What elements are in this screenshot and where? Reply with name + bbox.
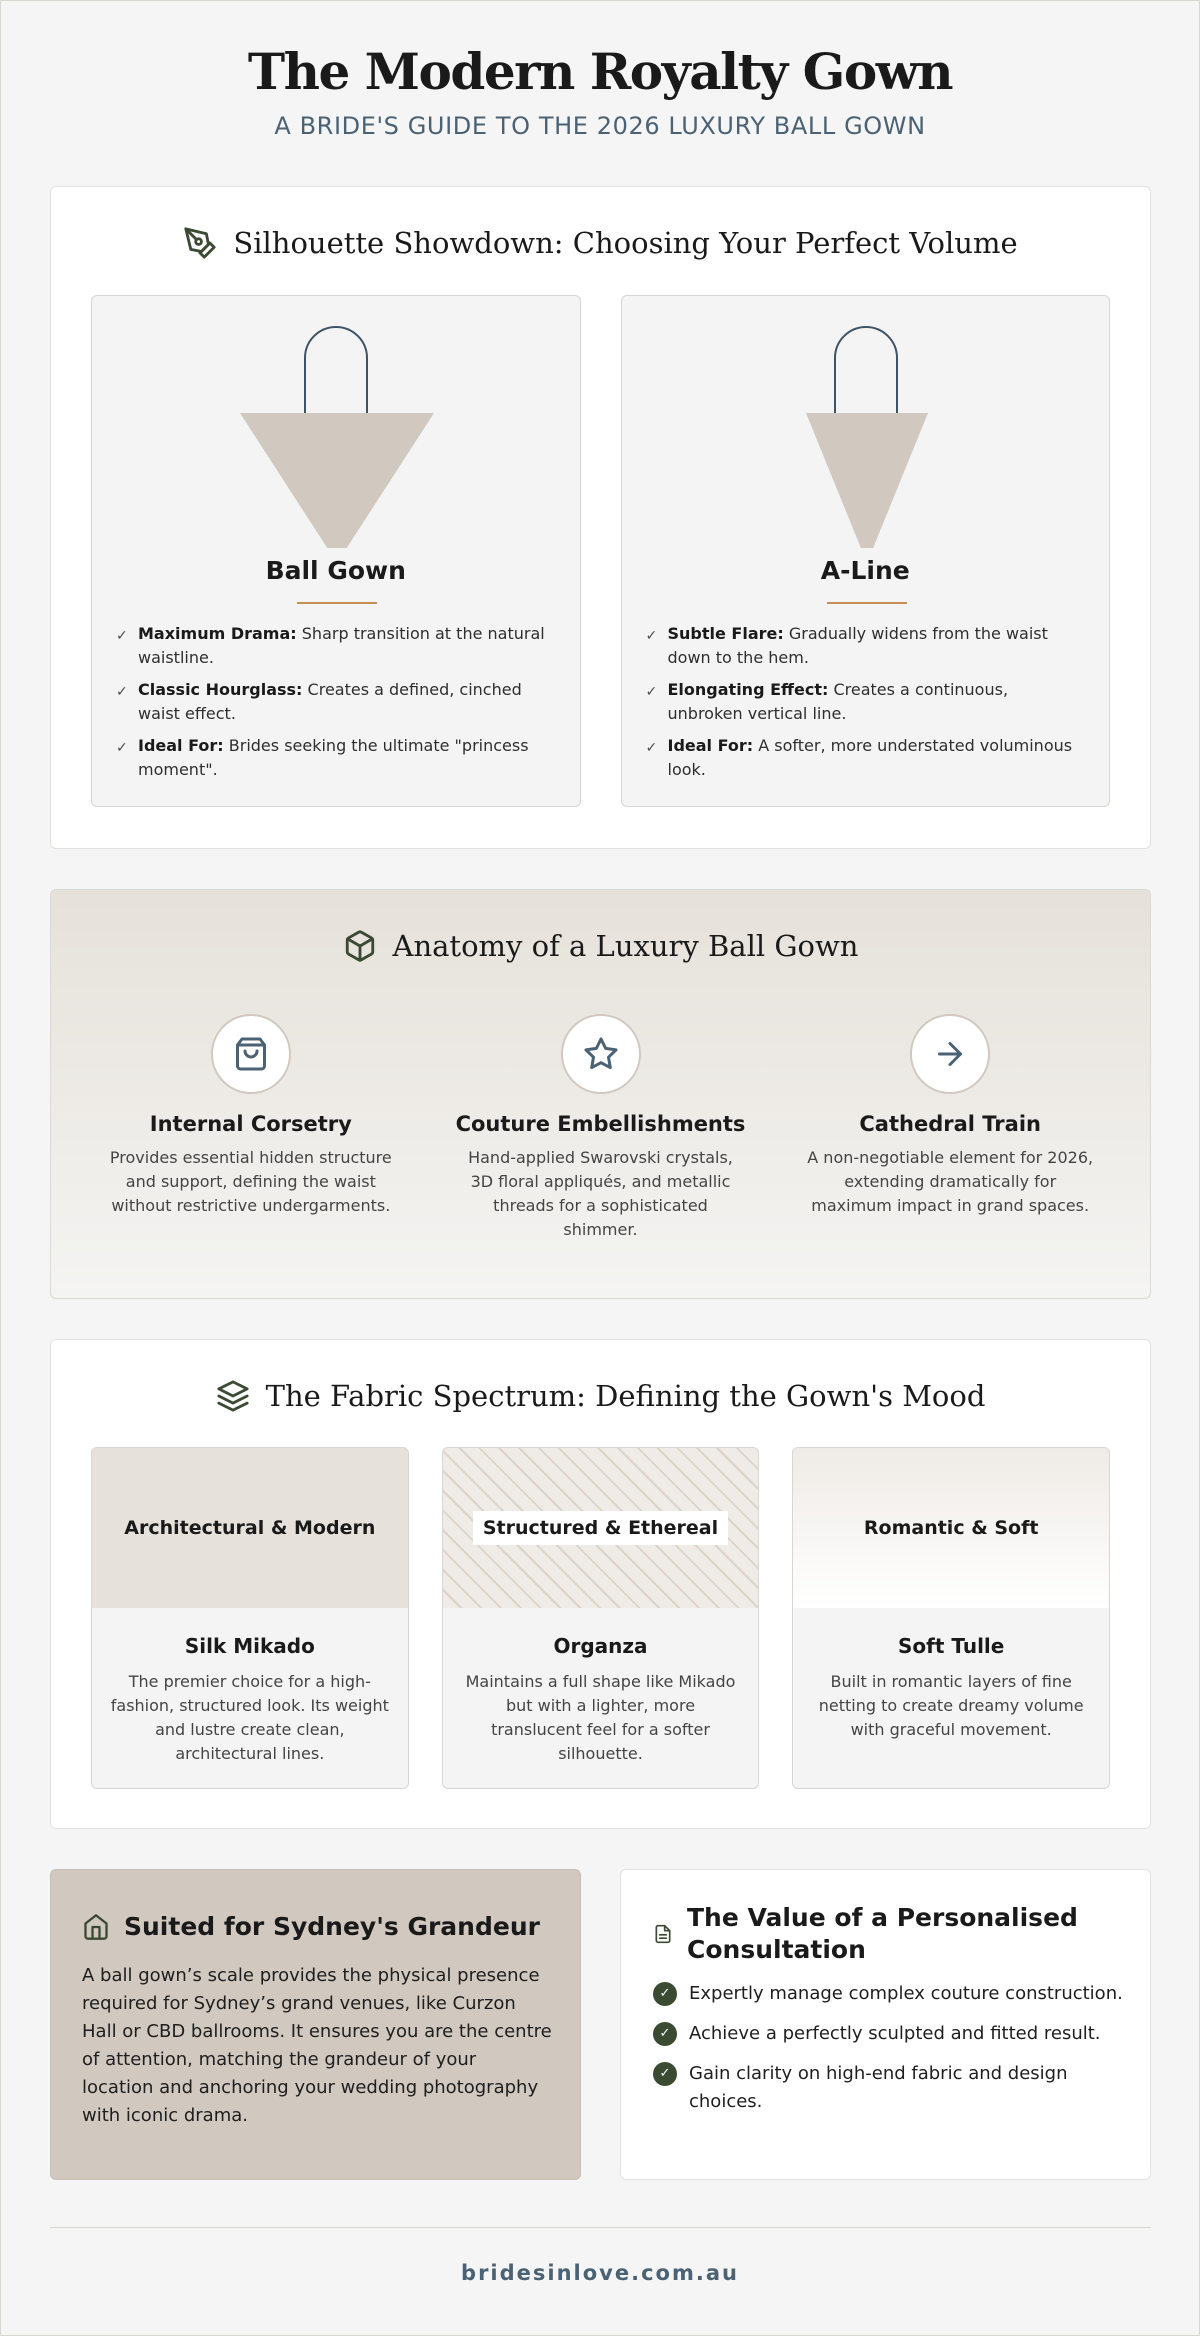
footer-divider [50,2227,1151,2228]
gold-divider [297,602,377,604]
icon-circle [910,1014,990,1094]
consultation-heading [653,1902,1130,1966]
fabric-desc: Maintains a full shape like Mikado but with a lighter, more translucent feel for a softer silhouette. [465,1672,736,1763]
fabric-card [91,1447,409,1789]
list-item: ✓ Maximum Drama: Sharp transition at the natural waistline. [116,622,556,670]
cube-icon [343,929,377,963]
fabric-swatch [793,1448,1109,1608]
list-item: ✓ Subtle Flare: Gradually widens from the waist down to the hem. [646,622,1086,670]
check-circle-icon: ✓ [653,2022,677,2046]
fabric-section [50,1339,1151,1829]
anatomy-item-desc: Hand-applied Swarovski crystals, 3D floral appliqués, and metallic threads for a sophisticated shimmer. [468,1148,733,1239]
silhouette-name: A-Line [820,556,910,585]
anatomy-item-title: Internal Corsetry [149,1112,352,1136]
check-icon: ✓ [645,740,658,756]
feature-list [116,622,556,790]
sydney-text: A ball gown’s scale provides the physical presence required for Sydney’s grand venues, like Curzon Hall or CBD ballrooms. It ensures you are the centre of attention, matching the grandeur of your location and anchoring your wedding photography with iconic drama. [82,1965,552,2126]
fabric-desc: The premier choice for a high-fashion, structured look. Its weight and lustre create clean, architectural lines. [110,1672,389,1763]
a-line-card [621,295,1111,807]
anatomy-item-title: Couture Embellishments [455,1112,746,1136]
fabric-heading [51,1378,1150,1414]
sydney-heading [82,1912,540,1941]
list-item: ✓ Classic Hourglass: Creates a defined, cinched waist effect. [116,678,556,726]
fabric-desc: Built in romantic layers of fine netting to create dreamy volume with graceful movement. [818,1672,1084,1739]
ball-gown-silhouette-icon [92,318,582,548]
silhouette-name: Ball Gown [265,556,406,585]
check-circle-icon: ✓ [653,2062,677,2086]
check-icon: ✓ [116,628,128,644]
list-item: ✓ Ideal For: A softer, more understated voluminous look. [646,734,1086,782]
check-icon: ✓ [645,628,658,644]
anatomy-heading [51,928,1150,964]
check-icon: ✓ [116,740,128,756]
fabric-mood: Structured & Ethereal [473,1511,728,1545]
silhouette-heading [51,225,1150,261]
anatomy-section [50,889,1151,1299]
anatomy-item-title: Cathedral Train [859,1112,1041,1136]
fabric-name: Organza [553,1634,648,1658]
check-circle-icon: ✓ [653,1982,677,2006]
page-title: The Modern Royalty Gown [247,42,953,101]
consultation-card [620,1869,1151,2180]
list-item: ✓ Elongating Effect: Creates a continuous, unbroken vertical line. [646,678,1086,726]
pen-nib-icon [183,226,217,260]
fabric-name: Silk Mikado [184,1634,315,1658]
anatomy-item [775,1014,1125,1242]
list-item: ✓ Gain clarity on high-end fabric and design choices. [653,2060,1126,2116]
anatomy-title: Anatomy of a Luxury Ball Gown [392,929,859,963]
home-icon [82,1913,110,1941]
fabric-mood: Romantic & Soft [863,1517,1039,1539]
fabric-card [442,1447,760,1789]
fabric-title: The Fabric Spectrum: Defining the Gown's Mood [265,1379,986,1413]
arrow-right-icon [932,1036,968,1072]
anatomy-item [76,1014,426,1242]
icon-circle [211,1014,291,1094]
gold-divider [827,602,907,604]
list-item: ✓ Expertly manage complex couture construction. [653,1980,1126,2008]
page-subtitle: A BRIDE'S GUIDE TO THE 2026 LUXURY BALL GOWN [274,112,926,140]
footer-site-link[interactable]: bridesinlove.com.au [461,2261,739,2285]
header [1,1,1199,141]
silhouette-title: Silhouette Showdown: Choosing Your Perfect Volume [233,226,1018,260]
fabric-name: Soft Tulle [898,1634,1005,1658]
feature-list [646,622,1086,790]
sydney-title: Suited for Sydney's Grandeur [124,1912,540,1941]
consultation-title: The Value of a Personalised Consultation [687,1903,1078,1964]
ball-gown-card [91,295,581,807]
fabric-swatch [92,1448,408,1608]
list-item: ✓ Ideal For: Brides seeking the ultimate "princess moment". [116,734,556,782]
anatomy-item [426,1014,776,1242]
consultation-list [653,1980,1126,2128]
anatomy-item-desc: A non-negotiable element for 2026, extending dramatically for maximum impact in grand spaces. [807,1148,1094,1215]
shopping-bag-icon [233,1036,269,1072]
fabric-card [792,1447,1110,1789]
document-icon [653,1922,673,1946]
anatomy-item-desc: Provides essential hidden structure and support, defining the waist without restrictive undergarments. [109,1148,392,1215]
check-icon: ✓ [116,684,128,700]
a-line-silhouette-icon [622,318,1112,548]
fabric-swatch [443,1448,759,1608]
icon-circle [561,1014,641,1094]
check-icon: ✓ [645,684,658,700]
sydney-card [50,1869,581,2180]
fabric-mood: Architectural & Modern [124,1517,376,1539]
silhouette-section [50,186,1151,849]
list-item: ✓ Achieve a perfectly sculpted and fitted result. [653,2020,1126,2048]
layers-icon [216,1379,250,1413]
star-icon [583,1036,619,1072]
